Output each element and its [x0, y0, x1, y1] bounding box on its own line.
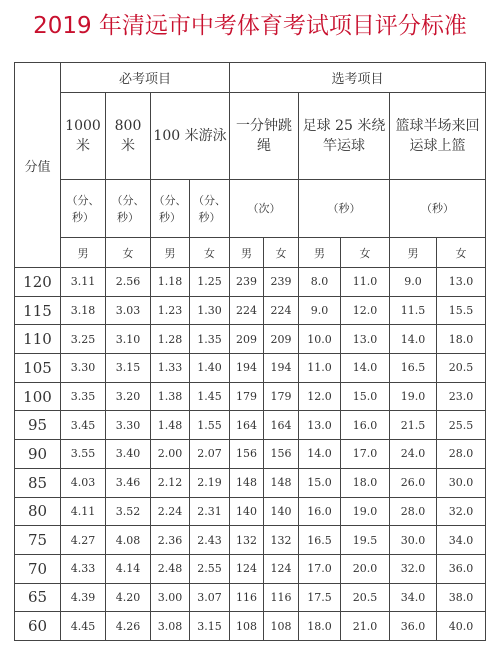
table-cell: 124 — [264, 554, 299, 583]
unit-basketball-layup: （秒） — [390, 180, 486, 238]
table-cell: 148 — [230, 468, 264, 497]
table-cell: 194 — [264, 354, 299, 383]
score-value: 75 — [15, 526, 61, 555]
score-value: 80 — [15, 497, 61, 526]
table-cell: 1.38 — [151, 382, 190, 411]
sex-label: 女 — [190, 238, 230, 268]
table-cell: 3.08 — [151, 612, 190, 641]
table-cell: 1.30 — [190, 296, 230, 325]
table-cell: 11.0 — [299, 354, 341, 383]
table-cell: 1.23 — [151, 296, 190, 325]
table-cell: 16.5 — [390, 354, 437, 383]
table-cell: 4.03 — [61, 468, 106, 497]
table-cell: 132 — [230, 526, 264, 555]
table-cell: 3.18 — [61, 296, 106, 325]
table-cell: 156 — [230, 440, 264, 469]
event-header-row — [15, 93, 486, 180]
table-row — [15, 526, 486, 555]
table-cell: 9.0 — [390, 268, 437, 297]
table-cell: 2.12 — [151, 468, 190, 497]
table-row — [15, 440, 486, 469]
sex-label: 女 — [106, 238, 151, 268]
table-cell: 13.0 — [299, 411, 341, 440]
table-cell: 3.25 — [61, 325, 106, 354]
table-cell: 18.0 — [299, 612, 341, 641]
table-cell: 12.0 — [299, 382, 341, 411]
table-cell: 156 — [264, 440, 299, 469]
table-cell: 18.0 — [341, 468, 390, 497]
table-row — [15, 325, 486, 354]
table-cell: 4.20 — [106, 583, 151, 612]
table-cell: 15.0 — [299, 468, 341, 497]
table-cell: 14.0 — [390, 325, 437, 354]
table-cell: 4.26 — [106, 612, 151, 641]
table-cell: 15.0 — [341, 382, 390, 411]
sex-row — [15, 238, 486, 268]
table-row — [15, 468, 486, 497]
unit-swim-female: （分、秒） — [190, 180, 230, 238]
table-cell: 209 — [230, 325, 264, 354]
table-cell: 19.5 — [341, 526, 390, 555]
table-cell: 3.10 — [106, 325, 151, 354]
sex-label: 男 — [151, 238, 190, 268]
table-cell: 30.0 — [390, 526, 437, 555]
table-cell: 3.40 — [106, 440, 151, 469]
table-cell: 108 — [230, 612, 264, 641]
table-row — [15, 354, 486, 383]
table-cell: 3.55 — [61, 440, 106, 469]
table-cell: 3.11 — [61, 268, 106, 297]
table-cell: 1.45 — [190, 382, 230, 411]
table-cell: 9.0 — [299, 296, 341, 325]
sex-label: 男 — [390, 238, 437, 268]
table-cell: 10.0 — [299, 325, 341, 354]
table-row — [15, 497, 486, 526]
table-cell: 17.0 — [341, 440, 390, 469]
table-cell: 124 — [230, 554, 264, 583]
table-cell: 3.07 — [190, 583, 230, 612]
sex-label: 女 — [437, 238, 486, 268]
table-cell: 179 — [230, 382, 264, 411]
table-cell: 2.24 — [151, 497, 190, 526]
table-cell: 4.39 — [61, 583, 106, 612]
table-cell: 148 — [264, 468, 299, 497]
table-cell: 1.28 — [151, 325, 190, 354]
table-cell: 2.31 — [190, 497, 230, 526]
table-cell: 17.0 — [299, 554, 341, 583]
table-cell: 4.45 — [61, 612, 106, 641]
table-cell: 164 — [230, 411, 264, 440]
table-cell: 140 — [264, 497, 299, 526]
table-cell: 40.0 — [437, 612, 486, 641]
event-basketball-layup: 篮球半场来回运球上篮 — [390, 93, 486, 180]
table-cell: 132 — [264, 526, 299, 555]
table-cell: 4.14 — [106, 554, 151, 583]
table-cell: 16.5 — [299, 526, 341, 555]
table-row — [15, 382, 486, 411]
table-cell: 1.40 — [190, 354, 230, 383]
event-rope-skipping: 一分钟跳绳 — [230, 93, 299, 180]
table-cell: 3.52 — [106, 497, 151, 526]
score-value: 120 — [15, 268, 61, 297]
table-cell: 28.0 — [390, 497, 437, 526]
table-cell: 19.0 — [390, 382, 437, 411]
table-cell: 1.35 — [190, 325, 230, 354]
table-cell: 19.0 — [341, 497, 390, 526]
sex-label: 女 — [341, 238, 390, 268]
unit-row — [15, 180, 486, 238]
table-cell: 15.5 — [437, 296, 486, 325]
table-row — [15, 268, 486, 297]
event-football-dribble: 足球 25 米绕竿运球 — [299, 93, 390, 180]
unit-rope-skipping: （次） — [230, 180, 299, 238]
table-row — [15, 296, 486, 325]
table-cell: 38.0 — [437, 583, 486, 612]
score-value: 95 — [15, 411, 61, 440]
table-cell: 1.33 — [151, 354, 190, 383]
table-cell: 3.45 — [61, 411, 106, 440]
table-cell: 32.0 — [390, 554, 437, 583]
table-cell: 11.0 — [341, 268, 390, 297]
table-cell: 24.0 — [390, 440, 437, 469]
table-cell: 34.0 — [437, 526, 486, 555]
score-value: 115 — [15, 296, 61, 325]
score-value: 90 — [15, 440, 61, 469]
table-cell: 194 — [230, 354, 264, 383]
table-cell: 36.0 — [437, 554, 486, 583]
table-cell: 2.56 — [106, 268, 151, 297]
table-cell: 28.0 — [437, 440, 486, 469]
unit-800m: （分、秒） — [106, 180, 151, 238]
table-cell: 3.46 — [106, 468, 151, 497]
table-row — [15, 612, 486, 641]
score-value: 85 — [15, 468, 61, 497]
table-cell: 21.5 — [390, 411, 437, 440]
table-cell: 13.0 — [341, 325, 390, 354]
table-cell: 2.55 — [190, 554, 230, 583]
group-header-row — [15, 63, 486, 93]
table-cell: 1.18 — [151, 268, 190, 297]
sex-label: 男 — [61, 238, 106, 268]
table-cell: 11.5 — [390, 296, 437, 325]
table-cell: 3.30 — [106, 411, 151, 440]
table-row — [15, 411, 486, 440]
table-cell: 2.19 — [190, 468, 230, 497]
table-cell: 3.35 — [61, 382, 106, 411]
table-cell: 4.08 — [106, 526, 151, 555]
table-cell: 1.55 — [190, 411, 230, 440]
required-group-header: 必考项目 — [61, 63, 230, 93]
sex-label: 男 — [230, 238, 264, 268]
table-row — [15, 583, 486, 612]
table-cell: 116 — [230, 583, 264, 612]
score-value: 60 — [15, 612, 61, 641]
score-value: 70 — [15, 554, 61, 583]
table-cell: 224 — [230, 296, 264, 325]
scoring-table — [14, 62, 486, 641]
score-value: 65 — [15, 583, 61, 612]
score-value: 110 — [15, 325, 61, 354]
table-cell: 3.30 — [61, 354, 106, 383]
table-cell: 2.43 — [190, 526, 230, 555]
table-cell: 4.33 — [61, 554, 106, 583]
table-cell: 179 — [264, 382, 299, 411]
table-cell: 36.0 — [390, 612, 437, 641]
event-swim-100m: 100 米游泳 — [151, 93, 230, 180]
table-cell: 1.25 — [190, 268, 230, 297]
table-cell: 2.48 — [151, 554, 190, 583]
unit-1000m: （分、秒） — [61, 180, 106, 238]
table-cell: 2.07 — [190, 440, 230, 469]
table-cell: 239 — [230, 268, 264, 297]
table-cell: 3.15 — [190, 612, 230, 641]
table-cell: 20.0 — [341, 554, 390, 583]
sex-label: 女 — [264, 238, 299, 268]
elective-group-header: 选考项目 — [230, 63, 486, 93]
table-cell: 20.5 — [341, 583, 390, 612]
table-cell: 34.0 — [390, 583, 437, 612]
event-1000m: 1000 米 — [61, 93, 106, 180]
sex-label: 男 — [299, 238, 341, 268]
table-cell: 14.0 — [341, 354, 390, 383]
score-value: 100 — [15, 382, 61, 411]
table-cell: 3.03 — [106, 296, 151, 325]
table-cell: 1.48 — [151, 411, 190, 440]
score-value: 105 — [15, 354, 61, 383]
table-cell: 21.0 — [341, 612, 390, 641]
event-800m: 800 米 — [106, 93, 151, 180]
table-cell: 2.36 — [151, 526, 190, 555]
table-cell: 8.0 — [299, 268, 341, 297]
table-cell: 16.0 — [299, 497, 341, 526]
table-cell: 30.0 — [437, 468, 486, 497]
unit-swim-male: （分、秒） — [151, 180, 190, 238]
table-cell: 224 — [264, 296, 299, 325]
table-row — [15, 554, 486, 583]
table-cell: 116 — [264, 583, 299, 612]
table-cell: 32.0 — [437, 497, 486, 526]
table-cell: 25.5 — [437, 411, 486, 440]
table-cell: 12.0 — [341, 296, 390, 325]
table-cell: 209 — [264, 325, 299, 354]
score-header: 分值 — [15, 63, 61, 268]
table-cell: 4.27 — [61, 526, 106, 555]
table-cell: 239 — [264, 268, 299, 297]
table-cell: 18.0 — [437, 325, 486, 354]
table-cell: 26.0 — [390, 468, 437, 497]
table-cell: 13.0 — [437, 268, 486, 297]
unit-football-dribble: （秒） — [299, 180, 390, 238]
table-cell: 23.0 — [437, 382, 486, 411]
table-cell: 16.0 — [341, 411, 390, 440]
table-cell: 17.5 — [299, 583, 341, 612]
page-title: 2019 年清远市中考体育考试项目评分标准 — [33, 13, 467, 39]
table-cell: 2.00 — [151, 440, 190, 469]
table-cell: 3.00 — [151, 583, 190, 612]
table-cell: 164 — [264, 411, 299, 440]
table-cell: 4.11 — [61, 497, 106, 526]
table-cell: 20.5 — [437, 354, 486, 383]
table-cell: 3.15 — [106, 354, 151, 383]
table-cell: 108 — [264, 612, 299, 641]
table-cell: 3.20 — [106, 382, 151, 411]
table-cell: 14.0 — [299, 440, 341, 469]
table-cell: 140 — [230, 497, 264, 526]
